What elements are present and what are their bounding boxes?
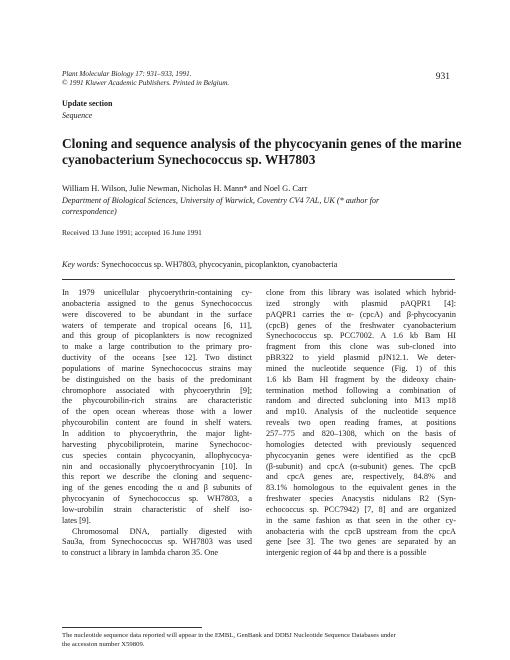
- body-text-line: phycocyanin of Synechococcus sp. WH7803, a: [62, 494, 252, 504]
- journal-citation-line-1: Plant Molecular Biology 17: 931–933, 1991.: [62, 70, 192, 78]
- body-text-line: mined the nucleotide sequence (Fig. 1) of this: [266, 363, 456, 373]
- journal-citation: [62, 70, 362, 88]
- body-text-line: In addition to phycoerythrin, the major light-: [62, 428, 252, 438]
- section-subtitle: Sequence: [62, 111, 93, 120]
- body-text-line: 257–775 and 820–1308, which on the basis of: [266, 428, 456, 438]
- body-text-line: lates [9].: [62, 515, 91, 525]
- body-text-line: were discovered to be abundant in the surface: [62, 309, 252, 319]
- journal-citation-line-2: © 1991 Kluwer Academic Publishers. Printed in Belgium.: [62, 79, 230, 87]
- body-text-line: ing of the genes encoding the α and β subunits of: [62, 483, 252, 493]
- header-divider: [62, 279, 455, 280]
- body-text-line: echococcus sp. PCC7942) [7, 8] and are organized: [266, 504, 456, 514]
- body-text-line: Chromosomal DNA, partially digested with: [72, 526, 252, 536]
- affiliation-line-2: correspondence): [62, 207, 117, 216]
- body-text-line: in the same fashion as that seen in the other cy-: [266, 515, 456, 525]
- body-text-line: gene [see 3]. The two genes are separated by an: [266, 537, 456, 547]
- footnote-line-2: the accession number X59809.: [62, 641, 145, 648]
- body-text-line: (β-subunit) and cpcA (α-subunit) genes. The cpcB: [266, 461, 456, 471]
- body-text-line: cus species contain phycocyanin, allophycocya-: [62, 450, 252, 460]
- body-text-line: 1.6 kb Bam HI fragment by the dideoxy chain-: [266, 374, 456, 384]
- body-column-right: [266, 288, 456, 559]
- body-text-line: ductivity of the oceans [see 12]. Two distinct: [62, 353, 252, 363]
- body-text-line: this report we describe the cloning and sequenc-: [62, 472, 252, 482]
- body-text-line: the phycourobilin-rich strains are characteristic: [62, 396, 252, 406]
- affiliation: [62, 195, 457, 217]
- body-text-line: intergenic region of 44 bp and there is a possible: [266, 548, 427, 558]
- body-text-line: to construct a library in lambda charon 35. One: [62, 548, 219, 558]
- page-number: 931: [435, 72, 450, 82]
- body-text-line: phycourobilin content are found in shelf waters.: [62, 418, 252, 428]
- body-text-line: and cpcA genes are, respectively, 84.8% and: [266, 472, 456, 482]
- affiliation-line-1: Department of Biological Sciences, University of Warwick, Coventry CV4 7AL, UK (* author for: [62, 196, 380, 205]
- body-text-line: Sau3a, from Synechococcus sp. WH7803 was used: [62, 537, 252, 547]
- keywords-text: Synechococcus sp. WH7803, phycocyanin, picoplankton, cyanobacteria: [101, 260, 338, 269]
- body-text-line: reveals two open reading frames, at positions: [266, 418, 456, 428]
- body-text-line: 83.1% homologous to the equivalent genes in the: [266, 483, 456, 493]
- body-text-line: anobacteria assigned to the genus Synechococcus: [62, 298, 252, 308]
- body-text-line: of the open ocean whereas those with a lower: [62, 407, 252, 417]
- article-title-line-1: Cloning and sequence analysis of the phycocyanin genes of the marine: [62, 136, 462, 151]
- body-text-line: harvesting phycobiliprotein, marine Synechococ-: [62, 439, 252, 449]
- body-text-line: (cpcB) genes of the freshwater cyanobacterium: [266, 320, 456, 330]
- body-text-line: and mp10. Analysis of the nucleotide sequence: [266, 407, 456, 417]
- body-text-line: be distinguished on the basis of the predominant: [62, 374, 252, 384]
- keywords-label: Key words:: [62, 260, 100, 269]
- body-column-left: [62, 288, 252, 559]
- body-text-line: homologies detected with previously sequenced: [266, 439, 456, 449]
- body-text-line: to make a large contribution to the primary pro-: [62, 342, 252, 352]
- received-dates: Received 13 June 1991; accepted 16 June 1991: [62, 228, 202, 237]
- body-text-line: waters of temperate and tropical oceans [6, 11],: [62, 320, 252, 330]
- footnote-line-1: The nucleotide sequence data reported will appear in the EMBL, GenBank and DDBJ Nucleotide Sequence Databases under: [62, 632, 396, 639]
- body-text-line: chromophore associated with phycoerythrin [9];: [62, 385, 252, 395]
- body-text-line: pAQPR1 carries the α- (cpcA) and β-phycocyanin: [266, 309, 456, 319]
- footnote: [62, 631, 457, 649]
- body-text-line: clone from this library was isolated which hybrid-: [266, 288, 456, 297]
- footnote-divider: [62, 627, 202, 628]
- section-label: [62, 98, 112, 122]
- body-text-line: nin and occasionally phycoerythrocyanin [10]. In: [62, 461, 252, 471]
- body-text-line: anobacteria with the cpcB upstream from the cpcA: [266, 526, 456, 536]
- body-text-line: fragment from this clone was sub-cloned into: [266, 342, 456, 352]
- author-list: William H. Wilson, Julie Newman, Nicholas H. Mann* and Noel G. Carr: [62, 184, 308, 193]
- article-title: [62, 136, 462, 168]
- keywords: [62, 259, 462, 270]
- section-title: Update section: [62, 99, 113, 108]
- body-text-line: Synechococcus sp. PCC7002. A 1.6 kb Bam HI: [266, 331, 456, 341]
- body-text-line: pBR322 to yield plasmid pJN12.1. We deter-: [266, 353, 456, 363]
- body-text-line: and this group of picoplankters is now recognized: [62, 331, 252, 341]
- body-text-line: termination method following a combination of: [266, 385, 456, 395]
- body-text-line: populations of marine Synechococcus strains may: [62, 363, 252, 373]
- body-text-line: freshwater species Anacystis nidulans R2 (Syn-: [266, 494, 456, 504]
- body-text-line: In 1979 unicellular phycoerythrin-containing cy-: [62, 288, 252, 297]
- body-text-line: ized strongly with plasmid pAQPR1 [4]:: [266, 298, 456, 308]
- body-text-line: random and directed subcloning into M13 mp18: [266, 396, 456, 406]
- body-text-line: low-urobilin strain characteristic of shelf iso-: [62, 504, 252, 514]
- article-title-line-2: cyanobacterium Synechococcus sp. WH7803: [62, 152, 316, 167]
- body-text-line: phycocyanin genes were identified as the cpcB: [266, 450, 456, 460]
